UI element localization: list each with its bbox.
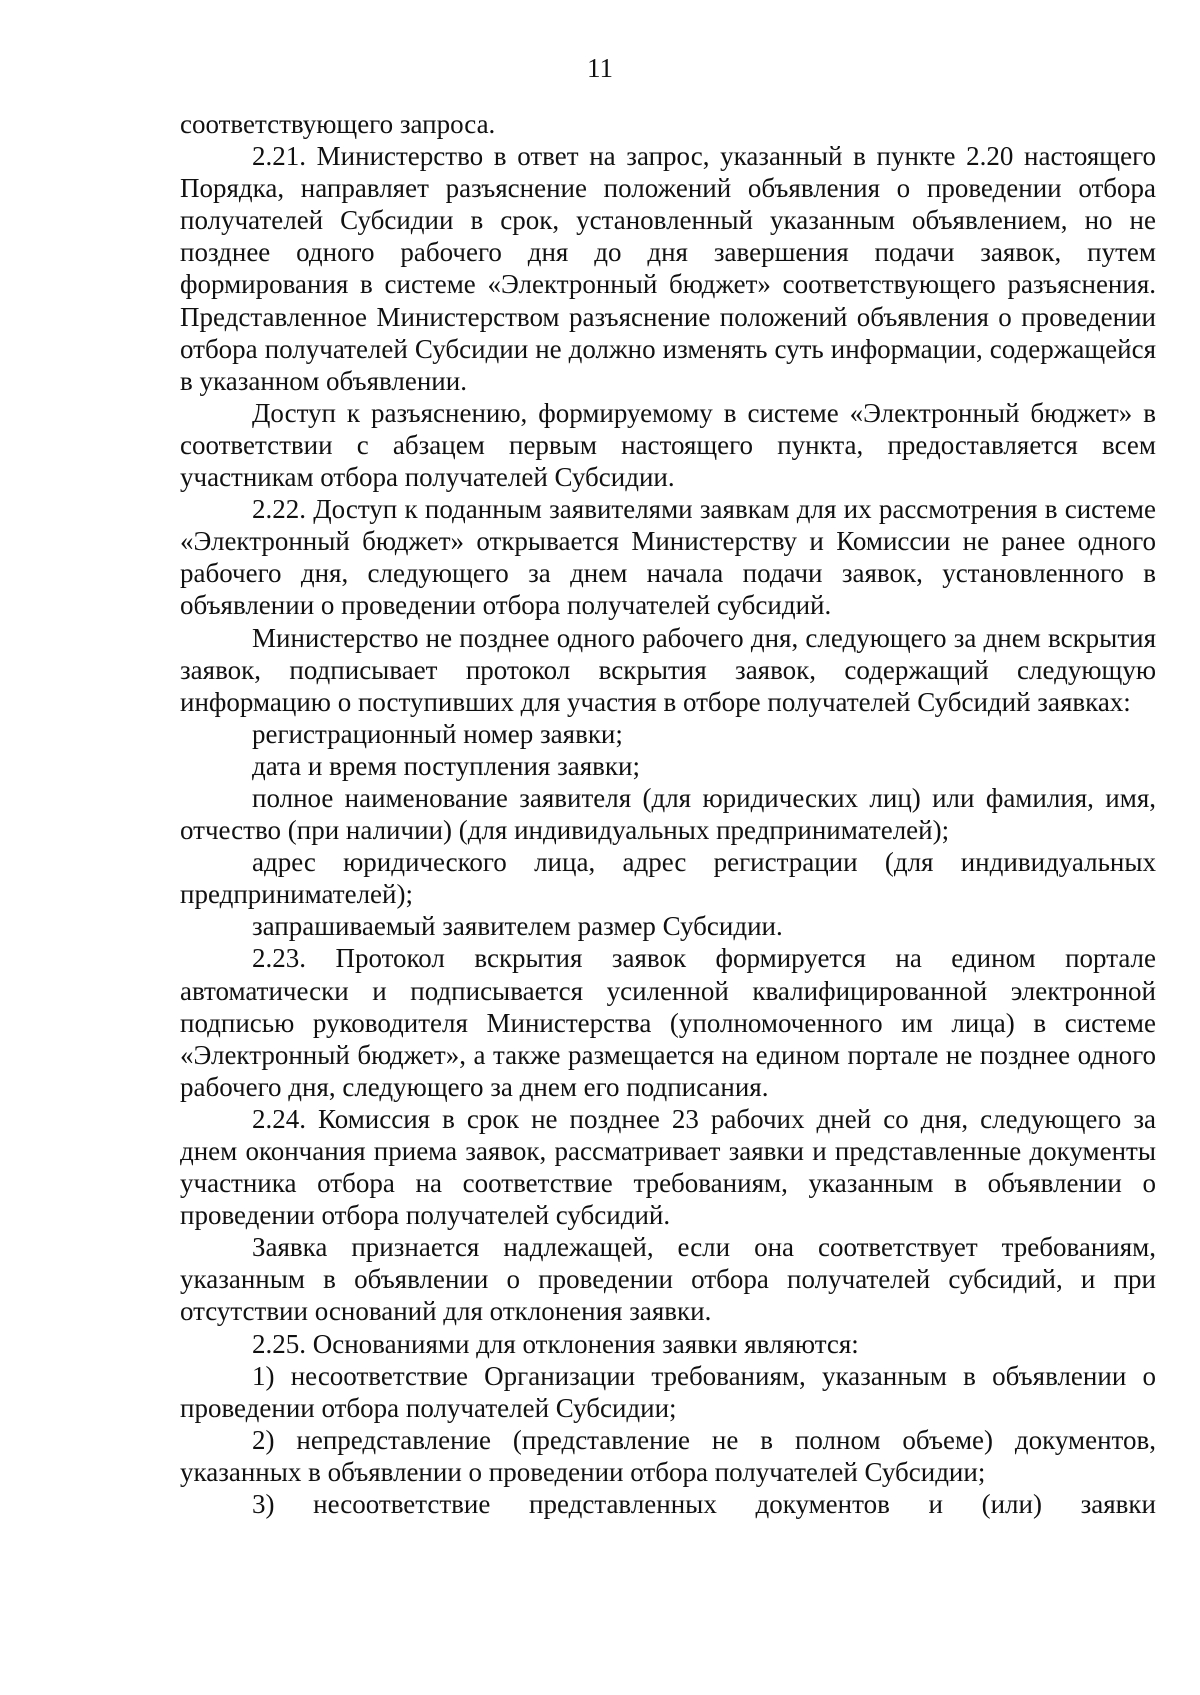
paragraph-opening-protocol: Министерство не позднее одного рабочего дня, следующего за днем вскрытия заявок, подписывает протокол вскрытия заявок, содержащий следующую информацию о поступивших для участия в отборе получателей Субсидий заявках: xyxy=(180,622,1156,717)
list-item-reason-2: 2) непредставление (представление не в полном объеме) документов, указанных в объявлении о проведении отбора получателей Субсидии; xyxy=(180,1424,1156,1487)
list-item-registration-number: регистрационный номер заявки; xyxy=(252,718,623,749)
list-item-reason-1: 1) несоответствие Организации требованиям, указанным в объявлении о проведении отбора получателей Субсидии; xyxy=(180,1360,1156,1423)
paragraph-2-22: 2.22. Доступ к поданным заявителями заявкам для их рассмотрения в системе «Электронный бюджет» открывается Министерству и Комиссии не ранее одного рабочего дня, следующего за днем начала подачи заявок, установленного в объявлении о проведении отбора получателей субсидий. xyxy=(180,494,1156,621)
paragraph-2-24: 2.24. Комиссия в срок не позднее 23 рабочих дней со дня, следующего за днем окончания приема заявок, рассматривает заявки и представленные документы участника отбора на соответствие требованиям, указанным в объявлении о проведении отбора получателей субсидий. xyxy=(180,1103,1156,1231)
list-item-reason-3: 3) несоответствие представленных документов и (или) заявки xyxy=(252,1489,1156,1520)
paragraph-application-proper: Заявка признается надлежащей, если она соответствует требованиям, указанным в объявлении о проведении отбора получателей субсидий, и при отсутствии оснований для отклонения заявки. xyxy=(180,1232,1156,1327)
paragraph-2-23: 2.23. Протокол вскрытия заявок формируется на едином портале автоматически и подписывается усиленной квалифицированной электронной подписью руководителя Министерства (уполномоченного им лица) в системе «Электронный бюджет», а также размещается на едином портале не позднее одного рабочего дня, следующего за днем его подписания. xyxy=(180,943,1156,1102)
list-item-subsidy-amount: запрашиваемый заявителем размер Субсидии. xyxy=(252,911,783,942)
paragraph-2-25: 2.25. Основаниями для отклонения заявки являются: xyxy=(252,1328,859,1359)
paragraph-continuation: соответствующего запроса. xyxy=(180,109,496,139)
document-body xyxy=(180,108,1156,1520)
list-item-date-time: дата и время поступления заявки; xyxy=(252,750,640,781)
page-number: 11 xyxy=(587,53,613,83)
paragraph-access-clarification: Доступ к разъяснению, формируемому в системе «Электронный бюджет» в соответствии с абзацем первым настоящего пункта, предоставляется всем участникам отбора получателей Субсидии. xyxy=(180,397,1156,493)
paragraph-2-21: 2.21. Министерство в ответ на запрос, указанный в пункте 2.20 настоящего Порядка, направляет разъяснение положений объявления о проведении отбора получателей Субсидии в срок, установленный указанным объявлением, но не позднее одного рабочего дня до дня завершения подачи заявок, путем формирования в системе «Электронный бюджет» соответствующего разъяснения. Представленное Министерством разъяснение положений объявления о проведении отбора получателей Субсидии не должно изменять суть информации, содержащейся в указанном объявлении. xyxy=(180,141,1156,396)
list-item-address: адрес юридического лица, адрес регистрации (для индивидуальных предпринимателей); xyxy=(180,847,1156,910)
list-item-applicant-name: полное наименование заявителя (для юридических лиц) или фамилия, имя, отчество (при наличии) (для индивидуальных предпринимателей); xyxy=(180,782,1156,846)
